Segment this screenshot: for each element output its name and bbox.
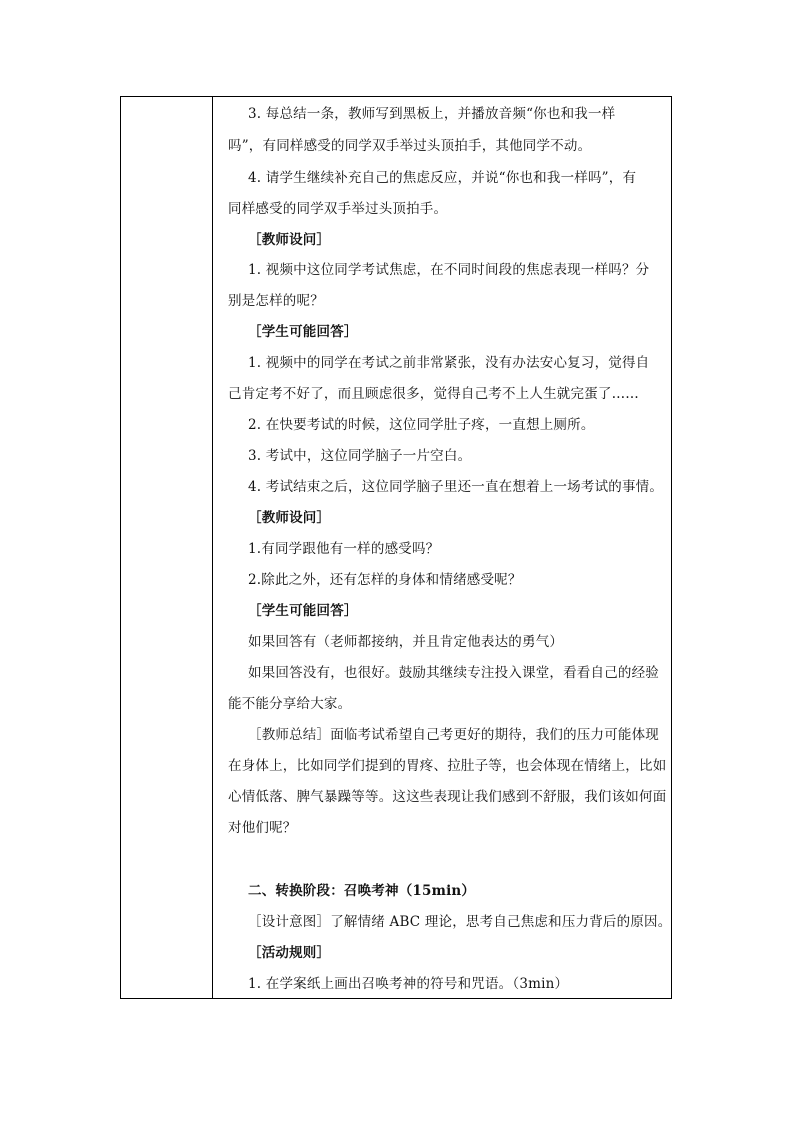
table-left-column [121,97,213,998]
section-heading: 二、转换阶段：召唤考神（15min） [248,883,476,899]
table-right-column [213,97,671,998]
section-label: ［学生可能回答］ [248,603,358,619]
paragraph-line: 1. 视频中的同学在考试之前非常紧张，没有办法安心复习，觉得自 [248,355,650,371]
paragraph-line: 别是怎样的呢？ [228,293,324,309]
paragraph-line: 己肯定考不好了，而且顾虑很多，觉得自己考不上人生就完蛋了…… [228,386,639,402]
paragraph-line: 对他们呢？ [228,820,297,836]
paragraph-line: 4. 请学生继续补充自己的焦虑反应，并说“你也和我一样吗”，有 [248,170,637,186]
section-label: ［教师设问］ [248,510,331,526]
paragraph-line: 4. 考试结束之后，这位同学脑子里还一直在想着上一场考试的事情。 [248,479,664,495]
paragraph-line: 吗”，有同样感受的同学双手举过头顶拍手，其他同学不动。 [228,138,592,154]
paragraph-line: 在身体上，比如同学们提到的胃疼、拉肚子等，也会体现在情绪上，比如 [228,758,667,774]
paragraph-line: 1. 视频中这位同学考试焦虑，在不同时间段的焦虑表现一样吗？分 [248,262,650,278]
paragraph-line: 2. 在快要考试的时候，这位同学肚子疼，一直想上厕所。 [248,417,595,433]
paragraph-line: 3. 每总结一条，教师写到黑板上，并播放音频“你也和我一样 [248,106,616,122]
paragraph-line: 3. 考试中，这位同学脑子一片空白。 [248,448,472,464]
paragraph-line: ［设计意图］了解情绪 ABC 理论，思考自己焦虑和压力背后的原因。 [248,914,672,930]
paragraph-line: 1. 在学案纸上画出召唤考神的符号和咒语。（3min） [248,976,569,992]
paragraph-line: 1.有同学跟他有一样的感受吗？ [248,541,440,557]
lesson-table [120,96,672,999]
paragraph-line: 如果回答有（老师都接纳，并且肯定他表达的勇气） [248,634,564,650]
paragraph-line: 如果回答没有，也很好。鼓励其继续专注投入课堂，看看自己的经验 [248,665,659,681]
section-label: ［活动规则］ [248,945,331,961]
section-label: ［教师设问］ [248,232,331,248]
paragraph-line: 同样感受的同学双手举过头顶拍手。 [228,201,448,217]
paragraph-line: 2.除此之外，还有怎样的身体和情绪感受呢？ [248,572,522,588]
paragraph-line: 心情低落、脾气暴躁等等。这这些表现让我们感到不舒服，我们该如何面 [228,789,667,805]
paragraph-line: ［教师总结］面临考试希望自己考更好的期待，我们的压力可能体现 [248,727,659,743]
section-label: ［学生可能回答］ [248,324,358,340]
paragraph-line: 能不能分享给大家。 [228,696,352,712]
